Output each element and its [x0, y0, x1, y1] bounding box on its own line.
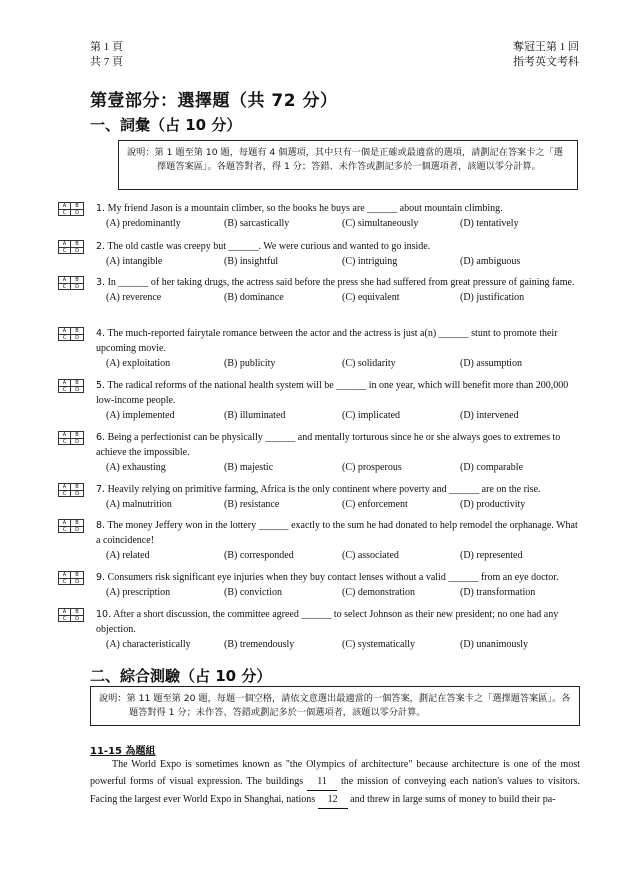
question-stem: Consumers risk significant eye injuries when they buy contact lenses without a valid ______ from an eye doctor.: [107, 572, 559, 583]
bubble-letter: C: [59, 248, 71, 254]
question-6: [58, 430, 580, 475]
bubble-letter: C: [59, 527, 71, 533]
answer-bubble-box: [58, 202, 84, 216]
bubble-letter: B: [71, 432, 83, 439]
bubble-letter: C: [59, 491, 71, 497]
bubble-letter: B: [71, 484, 83, 491]
question-text: [96, 518, 580, 548]
option-c: (C) associated: [342, 550, 399, 561]
question-stem: The radical reforms of the national health system will be ______ in one year, which will benefit more than 200,000 low-income people.: [96, 380, 569, 406]
option-b: (B) dominance: [224, 292, 284, 303]
question-stem: The much-reported fairytale romance between the actor and the actress is just a(n) ______ stunt to promote their upcoming movie.: [96, 328, 558, 354]
question-stem: After a short discussion, the committee agreed ______ to select Johnson as their new president; no one had any objection.: [96, 609, 559, 635]
answer-bubble-box: [58, 276, 84, 290]
question-number: 10.: [96, 609, 112, 620]
question-text: [96, 482, 580, 497]
question-text: [96, 378, 580, 408]
question-number: 5.: [96, 380, 106, 391]
part-title: 第壹部分：選擇題（共 72 分）: [90, 91, 338, 111]
option-b: (B) publicity: [224, 358, 276, 369]
section1-title: 一、詞彙（占 10 分）: [90, 116, 242, 134]
option-d: (D) tentatively: [460, 218, 519, 229]
question-3: [58, 275, 580, 305]
question-1: [58, 201, 580, 231]
option-c: (C) equivalent: [342, 292, 400, 303]
answer-bubble-box: [58, 240, 84, 254]
question-stem: Heavily relying on primitive farming, Africa is the only continent where poverty and ______ are on the rise.: [107, 484, 541, 495]
option-row: [106, 356, 580, 371]
question-7: [58, 482, 580, 512]
option-a: (A) exploitation: [106, 358, 171, 369]
answer-bubble-box: [58, 519, 84, 533]
bubble-letter: D: [75, 248, 79, 254]
bubble-letter: D: [75, 527, 79, 533]
question-number: 1.: [96, 203, 106, 214]
option-b: (B) majestic: [224, 462, 274, 473]
bubble-letter: A: [59, 609, 71, 616]
question-text: [96, 275, 580, 290]
bubble-letter: C: [59, 579, 71, 585]
answer-bubble-box: [58, 431, 84, 445]
question-number: 7.: [96, 484, 106, 495]
bubble-letter: D: [75, 579, 79, 585]
bubble-letter: A: [59, 203, 71, 210]
question-text: [96, 201, 580, 216]
passage-part1: The World Expo is sometimes known as "the Olympics of architecture" because architecture is one of the most powerful forms of visual expression. The buildings: [90, 759, 580, 787]
answer-bubble-box: [58, 327, 84, 341]
option-row: [106, 290, 580, 305]
question-stem: In ______ of her taking drugs, the actress said before the press she had suffered from great pressure of gaining fame.: [107, 277, 575, 288]
answer-bubble-box: [58, 483, 84, 497]
question-number: 8.: [96, 520, 106, 531]
option-b: (B) tremendously: [224, 639, 295, 650]
option-d: (D) comparable: [460, 462, 524, 473]
question-number: 6.: [96, 432, 106, 443]
bubble-letter: D: [75, 387, 79, 393]
option-c: (C) systematically: [342, 639, 416, 650]
question-stem: Being a perfectionist can be physically ______ and mentally torturous since he or she always goes to extremes to achieve the impossible.: [96, 432, 561, 458]
answer-bubble-box: [58, 379, 84, 393]
option-a: (A) characteristically: [106, 639, 191, 650]
option-d: (D) represented: [460, 550, 523, 561]
option-c: (C) simultaneously: [342, 218, 419, 229]
option-c: (C) demonstration: [342, 587, 416, 598]
question-2: [58, 239, 580, 269]
bubble-letter: B: [71, 380, 83, 387]
question-number: 9.: [96, 572, 106, 583]
question-number: 2.: [96, 241, 106, 252]
bubble-letter: C: [59, 335, 71, 341]
option-row: [106, 216, 580, 231]
question-text: [96, 326, 580, 356]
question-stem: The money Jeffery won in the lottery ______ exactly to the sum he had donated to help remodel the orphanage. What a coincidence!: [96, 520, 578, 546]
question-5: [58, 378, 580, 423]
option-row: [106, 460, 580, 475]
question-8: [58, 518, 580, 563]
bubble-letter: A: [59, 380, 71, 387]
option-b: (B) conviction: [224, 587, 283, 598]
question-number: 3.: [96, 277, 106, 288]
option-c: (C) intriguing: [342, 256, 398, 267]
option-b: (B) insightful: [224, 256, 279, 267]
bubble-letter: B: [71, 328, 83, 335]
option-a: (A) predominantly: [106, 218, 181, 229]
bubble-letter: C: [59, 210, 71, 216]
page-header-right: [513, 40, 579, 70]
option-a: (A) intangible: [106, 256, 163, 267]
bubble-letter: C: [59, 284, 71, 290]
section1-instructions: 說明：第 1 題至第 10 題，每題有 4 個選項，其中只有一個是正確或最適當的選項，請劃記在答案卡之「選擇題答案區」。各題答對者，得 1 分；答錯、未作答或劃記多於一個選項者，該題以零分計算。: [118, 140, 578, 190]
bubble-letter: B: [71, 572, 83, 579]
option-row: [106, 497, 580, 512]
exam-subtitle: 指考英文考科: [513, 56, 579, 68]
option-a: (A) malnutrition: [106, 499, 172, 510]
bubble-letter: C: [59, 616, 71, 622]
option-row: [106, 585, 580, 600]
option-b: (B) illuminated: [224, 410, 286, 421]
option-c: (C) implicated: [342, 410, 401, 421]
page-number: 第 1 頁: [90, 41, 123, 53]
question-stem: The old castle was creepy but ______. We were curious and wanted to go inside.: [107, 241, 431, 252]
bubble-letter: D: [75, 439, 79, 445]
bubble-letter: B: [71, 241, 83, 248]
bubble-letter: D: [75, 335, 79, 341]
bubble-letter: A: [59, 520, 71, 527]
page-header-left: [90, 40, 123, 70]
bubble-letter: A: [59, 241, 71, 248]
answer-bubble-box: [58, 608, 84, 622]
option-d: (D) ambiguous: [460, 256, 521, 267]
answer-bubble-box: [58, 571, 84, 585]
passage-text: [90, 756, 580, 809]
option-b: (B) corresponded: [224, 550, 294, 561]
option-d: (D) intervened: [460, 410, 519, 421]
question-text: [96, 430, 580, 460]
option-d: (D) justification: [460, 292, 525, 303]
option-c: (C) enforcement: [342, 499, 408, 510]
exam-title: 奪冠王第 1 回: [513, 41, 579, 53]
bubble-letter: A: [59, 277, 71, 284]
option-row: [106, 637, 580, 652]
bubble-letter: D: [75, 616, 79, 622]
passage-blank-11: 11: [307, 773, 337, 791]
bubble-letter: D: [75, 210, 79, 216]
question-number: 4.: [96, 328, 106, 339]
bubble-letter: A: [59, 484, 71, 491]
bubble-letter: B: [71, 277, 83, 284]
question-stem: My friend Jason is a mountain climber, so the books he buys are ______ about mountain climbing.: [107, 203, 503, 214]
question-text: [96, 570, 580, 585]
bubble-letter: D: [75, 284, 79, 290]
passage-part3: and threw in large sums of money to build their pa-: [350, 794, 556, 805]
option-a: (A) related: [106, 550, 150, 561]
option-a: (A) prescription: [106, 587, 171, 598]
passage-part2: the mission of conveying each nation's values to visitors. Facing the largest ever World Expo in Shanghai, nations: [90, 776, 581, 805]
question-text: [96, 239, 580, 254]
bubble-letter: B: [71, 520, 83, 527]
bubble-letter: A: [59, 328, 71, 335]
bubble-letter: B: [71, 203, 83, 210]
total-pages: 共 7 頁: [90, 56, 123, 68]
option-c: (C) prosperous: [342, 462, 402, 473]
option-d: (D) productivity: [460, 499, 526, 510]
bubble-letter: C: [59, 439, 71, 445]
passage-blank-12: 12: [318, 791, 348, 809]
question-4: [58, 326, 580, 371]
option-c: (C) solidarity: [342, 358, 396, 369]
bubble-letter: D: [75, 491, 79, 497]
option-b: (B) sarcastically: [224, 218, 290, 229]
bubble-letter: B: [71, 609, 83, 616]
section2-title: 二、綜合測驗（占 10 分）: [90, 667, 272, 685]
question-10: [58, 607, 580, 652]
option-b: (B) resistance: [224, 499, 280, 510]
option-a: (A) implemented: [106, 410, 175, 421]
option-a: (A) reverence: [106, 292, 162, 303]
option-d: (D) assumption: [460, 358, 522, 369]
option-row: [106, 254, 580, 269]
passage-heading: 11-15 為題組: [90, 746, 156, 757]
bubble-letter: A: [59, 432, 71, 439]
question-9: [58, 570, 580, 600]
option-a: (A) exhausting: [106, 462, 166, 473]
bubble-letter: C: [59, 387, 71, 393]
option-d: (D) transformation: [460, 587, 536, 598]
option-row: [106, 548, 580, 563]
option-row: [106, 408, 580, 423]
option-d: (D) unanimously: [460, 639, 529, 650]
question-text: [96, 607, 580, 637]
bubble-letter: A: [59, 572, 71, 579]
section2-instructions: 說明：第 11 題至第 20 題，每題一個空格，請依文意選出最適當的一個答案，劃記在答案卡之「選擇題答案區」。各題答對得 1 分；未作答、答錯或劃記多於一個選項者，該題以零分計算。: [90, 686, 580, 726]
